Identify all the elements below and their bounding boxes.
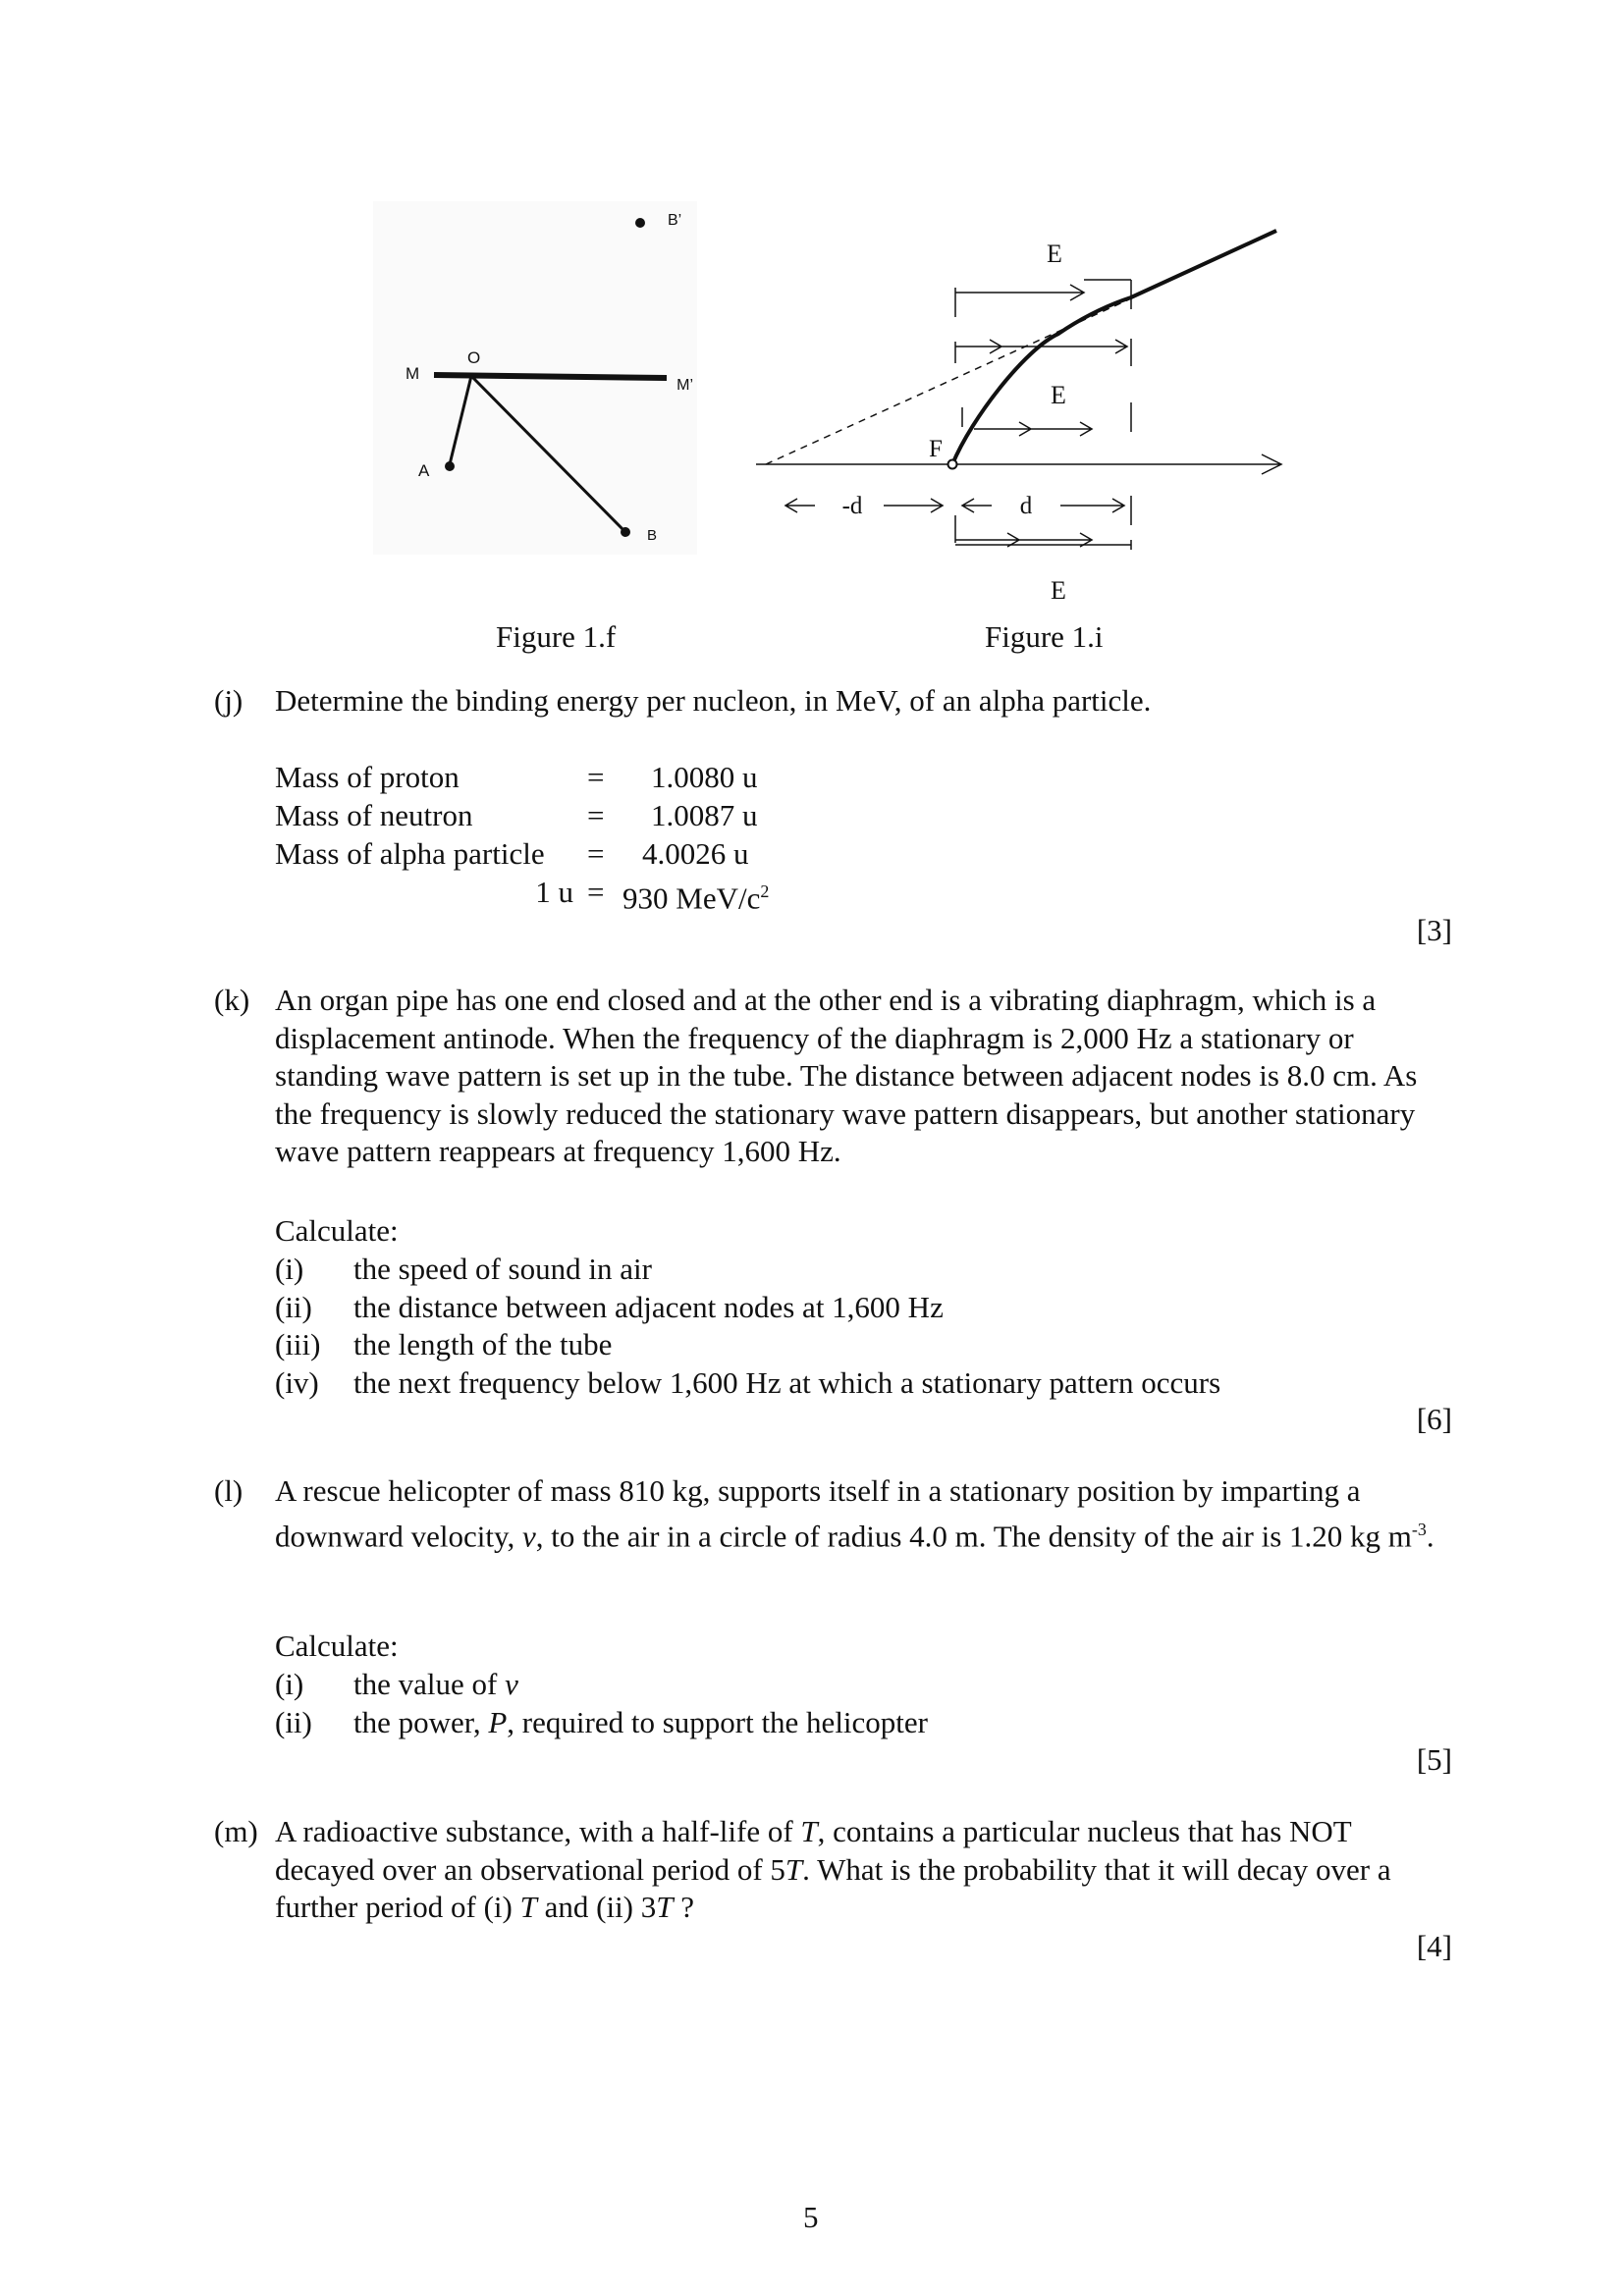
label-minus-d: -d: [841, 493, 863, 519]
question-k-part: (iii) the length of the tube: [275, 1327, 613, 1362]
question-k-label: (k): [214, 983, 250, 1017]
label-e-top: E: [1047, 240, 1062, 268]
question-l-calculate: Calculate:: [275, 1629, 399, 1663]
point-b-prime: [635, 218, 645, 228]
axis-arrow: [756, 454, 1281, 474]
label-b: B: [647, 527, 658, 544]
caption-figure-1f: Figure 1.f: [496, 619, 617, 654]
question-j-marks: [3]: [1416, 913, 1452, 947]
question-k-text: An organ pipe has one end closed and at the other end is a vibrating diaphragm, which is a displacement antinode. When the frequency of the diaphragm is 2,000 Hz a stationary or standing wave pattern is set up in the tube. The distance between adjacent nodes is 8.0 cm. As the frequency is slowly reduced the stationary wave pattern disappears, but another stationary wave pattern reappears at frequency 1,600 Hz.: [275, 983, 1418, 1168]
question-l-part: (i) the value of v: [275, 1667, 518, 1701]
mirror-mm: [434, 375, 667, 378]
question-k-part: (iv) the next frequency below 1,600 Hz at which a stationary pattern occurs: [275, 1364, 1221, 1400]
data-row-alpha: Mass of alpha particle = 4.0026 u: [275, 836, 749, 871]
page-number: 5: [803, 2200, 819, 2234]
label-e-bottom: E: [1051, 576, 1066, 605]
label-m: M: [406, 364, 420, 383]
question-m-label: (m): [214, 1814, 258, 1848]
label-e-mid: E: [1051, 381, 1066, 409]
caption-figure-1i: Figure 1.i: [985, 619, 1104, 654]
field-arrow-lower: [974, 422, 1092, 436]
data-row-unit: 1 u = 930 MeV/$c^2$: [535, 875, 770, 916]
minus-d-arrow: [785, 499, 943, 512]
question-l-parts: [275, 1666, 928, 1741]
question-k-part: (ii) the distance between adjacent nodes at 1,600 Hz: [275, 1289, 944, 1324]
question-k-part: (i) the speed of sound in air: [275, 1252, 652, 1286]
data-row-proton: Mass of proton = 1.0080 u: [275, 760, 758, 794]
label-f: F: [929, 436, 943, 462]
field-arrow-top: [955, 285, 1084, 300]
figure-1i: [746, 221, 1306, 614]
question-l-part: (ii) the power, P, required to support the helicopter: [275, 1704, 928, 1739]
question-l-text: A rescue helicopter of mass 810 kg, supports itself in a stationary position by imparting a downward velocity, v, to the air in a circle of radius 4.0 m. The density of the air is 1.20 kg $m^{-3}$.: [275, 1473, 1434, 1553]
question-m-text: A radioactive substance, with a half-life of T, contains a particular nucleus that has NOT decayed over an observational period of 5T. What is the probability that it will decay over a further period of (i) T and (ii) 3T ?: [275, 1814, 1391, 1924]
d-arrow: [962, 499, 1124, 512]
label-m-prime: M’: [676, 377, 693, 394]
data-row-neutron: Mass of neutron = 1.0087 u: [275, 798, 758, 832]
point-f: [948, 460, 957, 469]
label-d: d: [1019, 493, 1033, 519]
question-j-label: (j): [214, 683, 243, 718]
question-k-parts: [275, 1251, 1220, 1402]
question-l-marks: [5]: [1416, 1742, 1452, 1777]
label-a: A: [418, 461, 430, 480]
point-b: [621, 527, 630, 537]
question-j-text: Determine the binding energy per nucleon, in MeV, of an alpha particle.: [275, 683, 1152, 718]
question-m-marks: [4]: [1416, 1929, 1452, 1963]
question-k-marks: [6]: [1416, 1402, 1452, 1436]
question-j-data: [275, 758, 769, 917]
question-k-calculate: Calculate:: [275, 1213, 399, 1248]
label-b-prime: B’: [668, 212, 682, 229]
point-a: [445, 461, 455, 471]
figure-1f: [373, 201, 697, 564]
question-l-label: (l): [214, 1473, 243, 1508]
label-o: O: [467, 348, 481, 367]
